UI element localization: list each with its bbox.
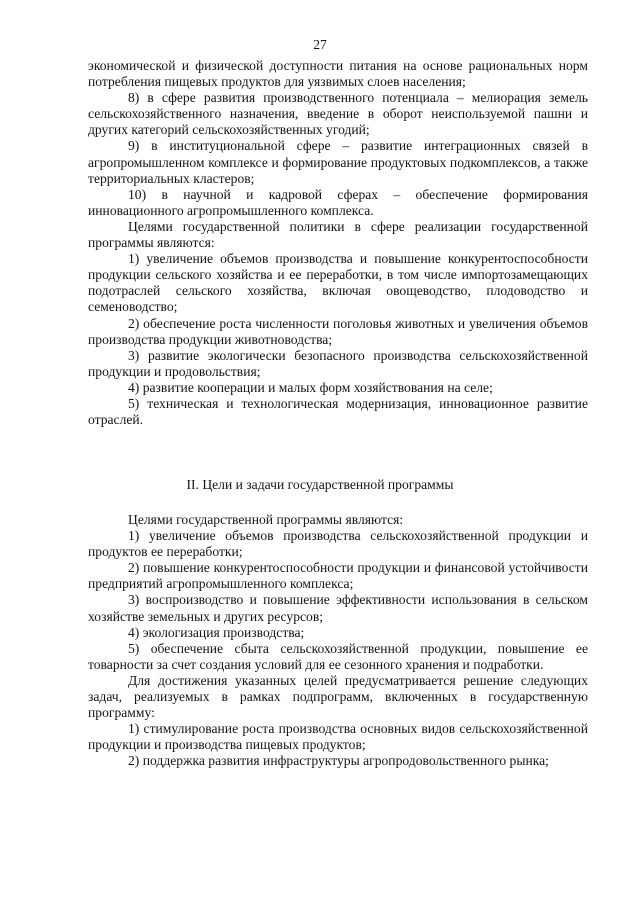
paragraph: 5) обеспечение сбыта сельскохозяйственной продукции, повышение ее товарности за счет создания условий для ее сезонного хранения и подработки.	[88, 640, 588, 672]
page-number: 27	[313, 37, 327, 52]
paragraph: 1) стимулирование роста производства основных видов сельскохозяйственной продукции и производства пищевых продуктов;	[88, 721, 588, 753]
paragraph: 4) экологизация производства;	[128, 624, 305, 640]
text-block-upper	[88, 58, 588, 428]
text-block-lower	[88, 512, 588, 770]
paragraph: Целями государственной программы являются:	[128, 512, 404, 527]
paragraph: 9) в институциональной сфере – развитие интеграционных связей в агропромышленном комплексе и формирование продуктовых подкомплексов, а также территориальных кластеров;	[88, 138, 588, 186]
paragraph: Для достижения указанных целей предусматривается решение следующих задач, реализуемых в рамках подпрограмм, включенных в государственную программу:	[88, 672, 588, 721]
paragraph: 1) увеличение объемов производства и повышение конкурентоспособности продукции сельского хозяйства и ее переработки, в том числе импортозамещающих подотраслей сельского хозяйства, включая овощеводство, плодоводство и семеноводство;	[88, 251, 588, 315]
paragraph: 1) увеличение объемов производства сельскохозяйственной продукции и продуктов ее переработки;	[88, 528, 588, 560]
paragraph: Целями государственной политики в сфере реализации государственной программы являются:	[88, 218, 588, 251]
paragraph: 5) техническая и технологическая модернизация, инновационное развитие отраслей.	[88, 395, 588, 428]
paragraph: 3) развитие экологически безопасного производства сельскохозяйственной продукции и продовольствия;	[88, 347, 588, 379]
paragraph: 10) в научной и кадровой сферах – обеспечение формирования инновационного агропромышленного комплекса.	[88, 186, 588, 218]
paragraph: 3) воспроизводство и повышение эффективности использования в сельском хозяйстве земельных и других ресурсов;	[88, 592, 588, 624]
paragraph: 2) повышение конкурентоспособности продукции и финансовой устойчивости предприятий агропромышленного комплекса;	[88, 560, 588, 592]
paragraph: 4) развитие кооперации и малых форм хозяйствования на селе;	[128, 379, 493, 395]
paragraph: 2) обеспечение роста численности поголовья животных и увеличения объемов производства продукции животноводства;	[88, 315, 588, 347]
paragraph: экономической и физической доступности питания на основе рациональных норм потребления пищевых продуктов для уязвимых слоев населения;	[88, 58, 588, 90]
section-heading: II. Цели и задачи государственной программы	[186, 477, 454, 492]
paragraph: 8) в сфере развития производственного потенциала – мелиорация земель сельскохозяйственного назначения, введение в оборот неиспользуемой пашни и других категорий сельскохозяйственных угодий;	[88, 90, 588, 138]
paragraph: 2) поддержка развития инфраструктуры агропродовольственного рынка;	[128, 753, 549, 769]
